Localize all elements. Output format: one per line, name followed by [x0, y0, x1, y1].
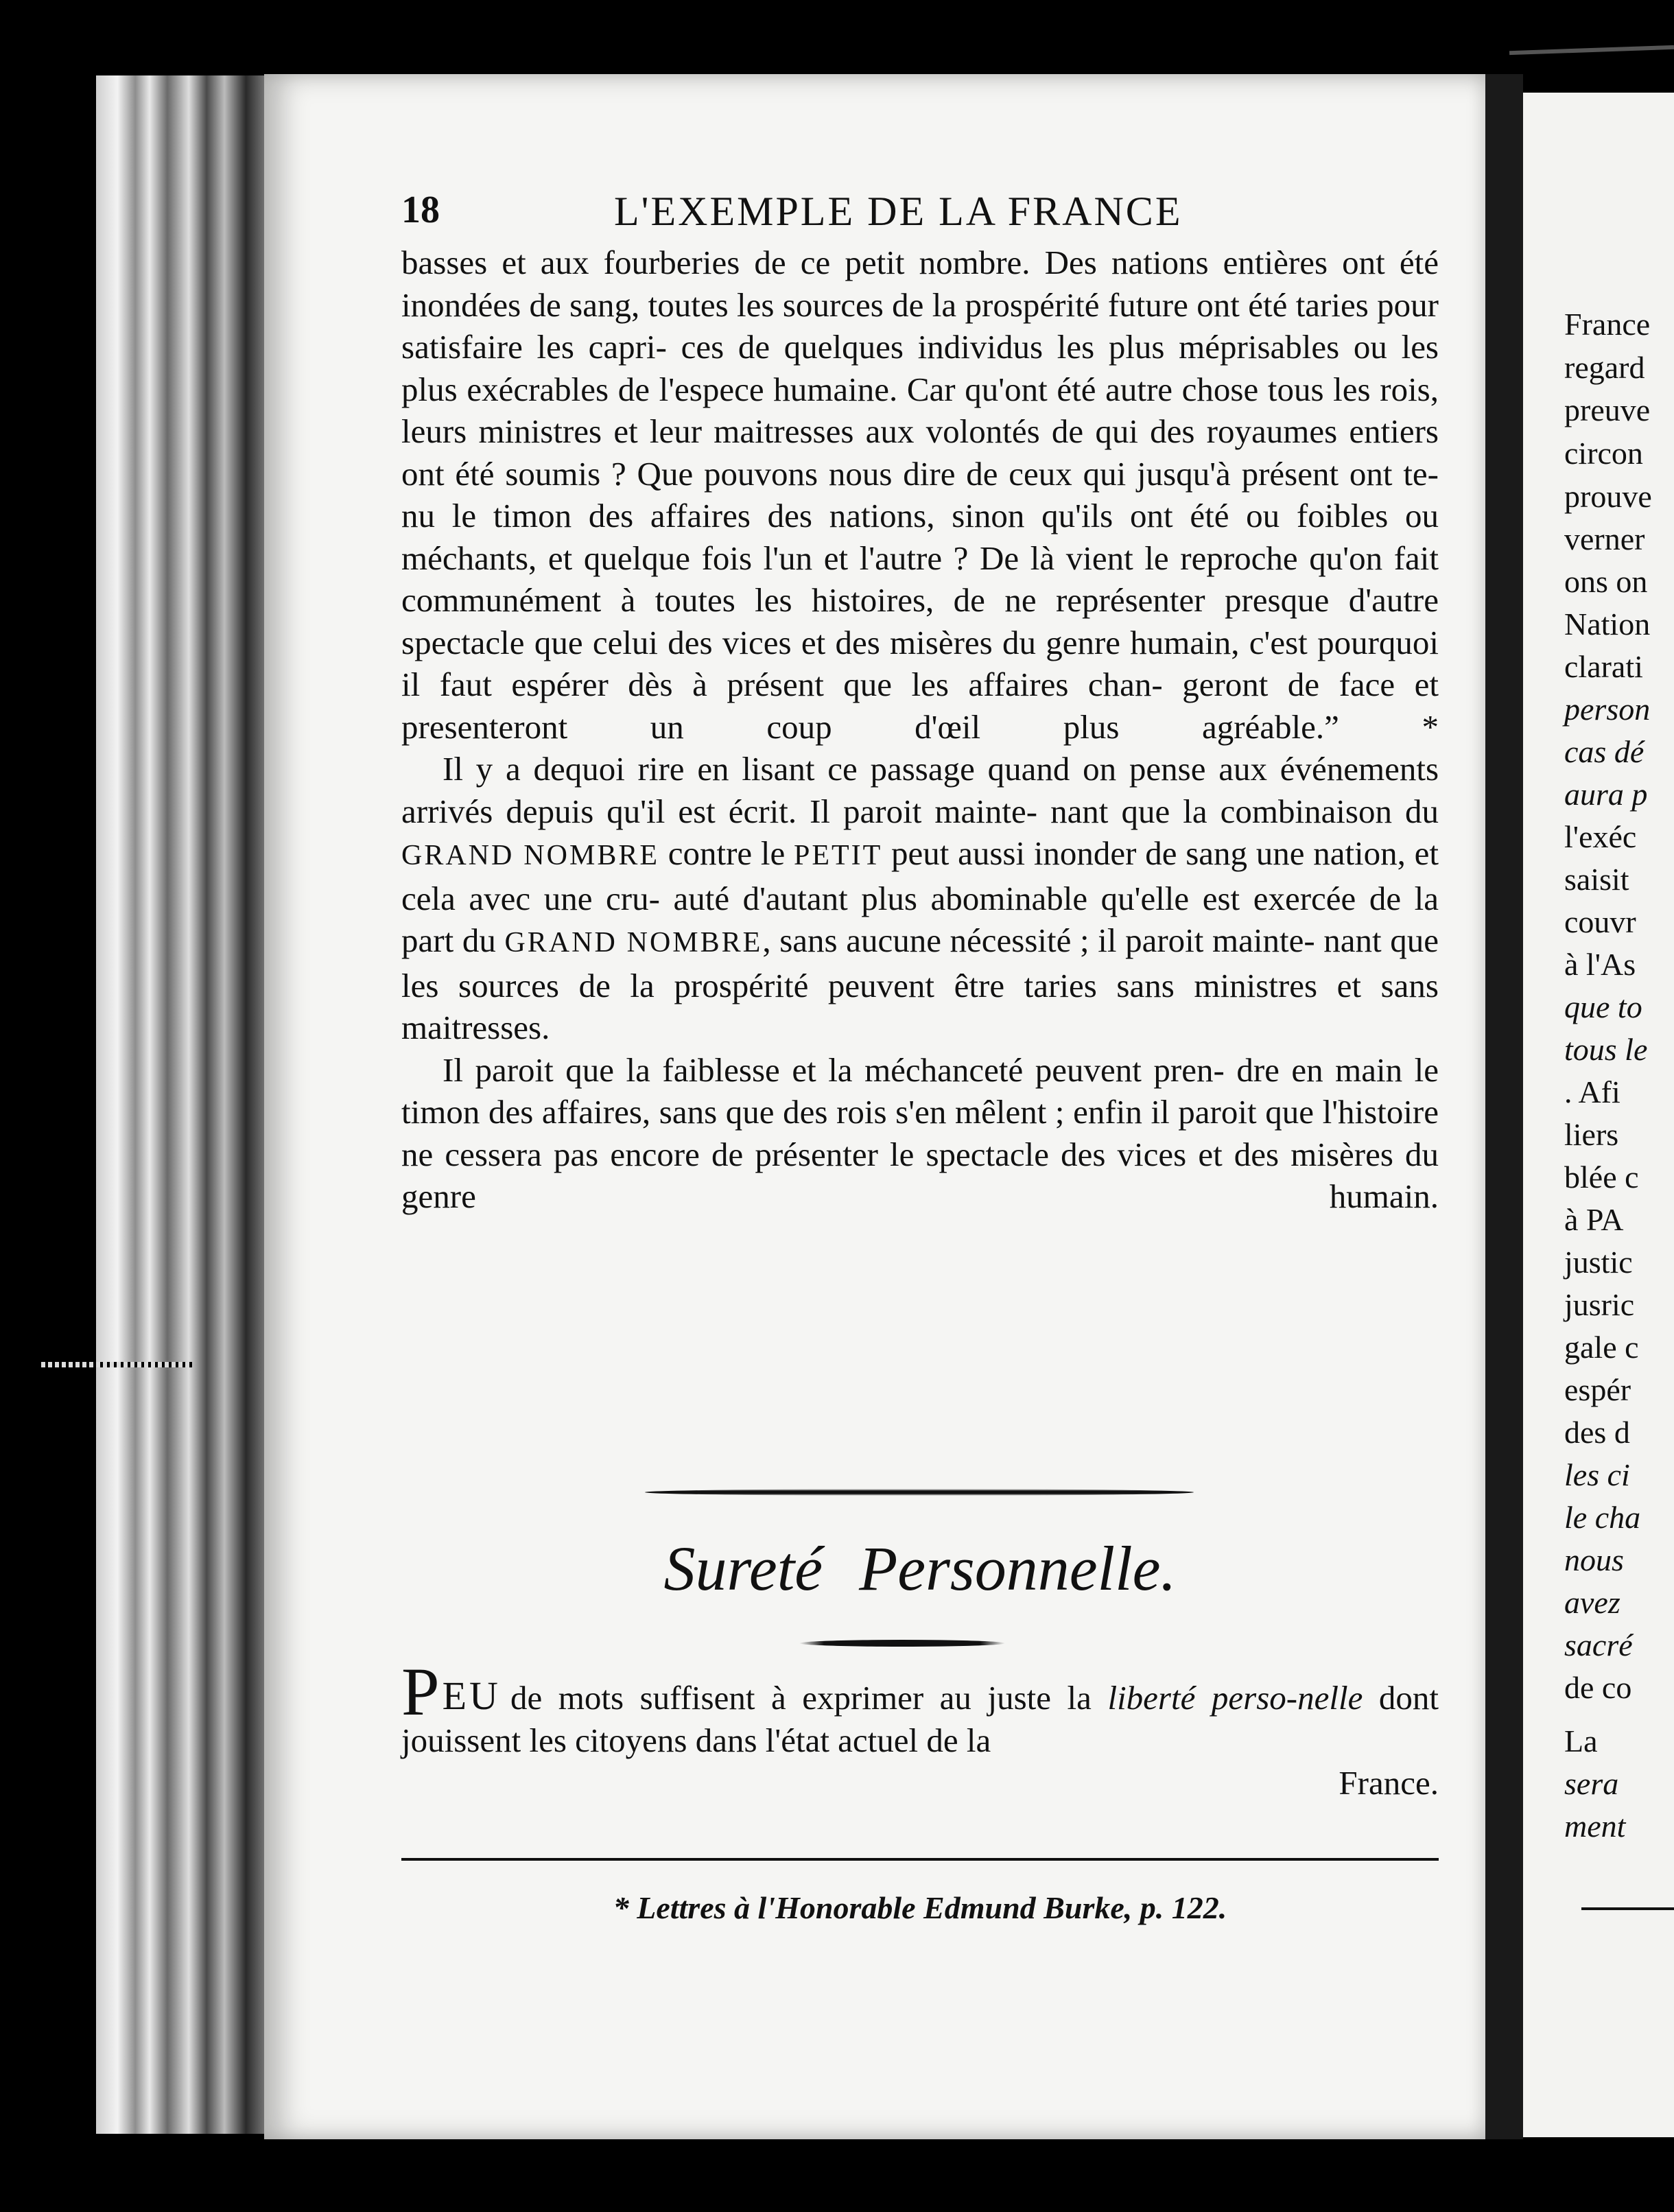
text-fragment: du	[462, 921, 505, 959]
intro-text: de mots suffisent à exprimer au juste la	[510, 1679, 1108, 1717]
facing-line: des d	[1564, 1415, 1630, 1450]
intro-italic-term: liberté perso-nelle	[1107, 1679, 1363, 1717]
facing-line: saisit	[1564, 862, 1629, 897]
facing-line: France	[1564, 307, 1651, 342]
facing-line: blée c	[1564, 1160, 1639, 1195]
body-text	[401, 242, 1439, 1218]
ornamental-rule	[645, 1489, 1194, 1496]
facing-line: person	[1564, 692, 1651, 727]
facing-line: les ci	[1564, 1457, 1630, 1492]
text-line: dre en main le timon des affaires, sans que des rois s'en	[401, 1050, 1439, 1131]
facing-line: à l'As	[1564, 947, 1636, 982]
book-gutter	[1485, 74, 1523, 2139]
text-line: humain.	[1329, 1177, 1439, 1215]
text-line: mêlent ; enfin il paroit que l'histoire ne cessera pas encore	[401, 1093, 1439, 1173]
text-line: peut aussi inonder de sang une nation, et cela avec une cru-	[401, 834, 1439, 917]
facing-line: justic	[1564, 1245, 1633, 1280]
page-header	[401, 191, 1252, 246]
facing-line: l'exéc	[1564, 819, 1637, 854]
running-title: L'EXEMPLE DE LA FRANCE	[614, 189, 1183, 234]
text-line: geront de face et presenteront un coup d'œil plus agréable.” *	[401, 666, 1439, 746]
text-line: nu le timon des affaires des nations, sinon qu'ils ont	[401, 497, 1173, 534]
section-title: Sureté Personnelle.	[663, 1533, 1177, 1603]
facing-line: circon	[1564, 436, 1643, 471]
facing-line: aura p	[1564, 777, 1648, 812]
facing-line: jusric	[1564, 1287, 1635, 1322]
facing-line: preuve	[1564, 392, 1651, 427]
facing-line: clarati	[1564, 649, 1643, 684]
text-line: pouvons nous dire de ceux qui jusqu'à présent ont te-	[704, 454, 1439, 493]
book-page-edges	[96, 75, 274, 2134]
text-line: nant que la combinaison du	[1050, 792, 1439, 830]
scan-artifact-mark	[41, 1362, 192, 1367]
facing-line: verner	[1564, 521, 1645, 556]
text-line: Il y a dequoi rire en lisant ce passage quand on pense aux	[443, 750, 1267, 788]
text-line: nant que les sources de la prospérité peuvent être taries sans	[401, 921, 1439, 1004]
initial-caps: EU	[442, 1673, 501, 1718]
facing-line: couvr	[1564, 904, 1636, 939]
facing-line: cas dé	[1564, 734, 1644, 769]
text-line: basses et aux fourberies de ce petit nombre. Des nations	[401, 244, 1209, 281]
text-line: Il paroit que la faiblesse et la méchanceté peuvent pren-	[443, 1050, 1225, 1089]
small-caps-term: GRAND NOMBRE	[504, 927, 763, 958]
footnote-rule	[401, 1858, 1439, 1861]
paragraph-1	[401, 242, 1439, 748]
text-line: exécrables de l'espece humaine. Car qu'ont été autre	[467, 370, 1173, 408]
text-line: entières ont été inondées de sang, toutes les sources de la	[401, 244, 1439, 324]
facing-rule	[1581, 1907, 1674, 1910]
section-intro	[401, 1654, 1439, 1804]
text-line: ministres et sans maitresses.	[401, 966, 1439, 1046]
intro-last-word: France.	[1339, 1764, 1439, 1802]
text-line: que celui des vices et des misères du genre humain, c'est	[534, 623, 1308, 661]
ornamental-rule-short	[799, 1640, 1005, 1647]
paragraph-3	[401, 1049, 1439, 1218]
facing-line: Nation	[1564, 607, 1651, 642]
text-fragment: contre le	[659, 834, 794, 872]
facing-line: que to	[1564, 989, 1642, 1024]
small-caps-term: PETIT	[793, 840, 883, 871]
facing-page	[1523, 93, 1674, 2137]
small-caps-term: GRAND NOMBRE	[401, 840, 659, 871]
facing-line: le cha	[1564, 1500, 1641, 1535]
page-number: 18	[401, 189, 440, 231]
facing-line: La	[1564, 1723, 1598, 1758]
intro-text: dont jouissent les citoyens dans l'état actuel de la	[401, 1679, 1439, 1759]
facing-line: gale c	[1564, 1330, 1639, 1365]
paragraph-2	[401, 748, 1439, 1049]
text-line: les histoires, de ne représenter presque d'autre spectacle	[401, 581, 1439, 661]
text-line: prospérité future ont été taries pour satisfaire les capri-	[401, 285, 1439, 366]
drop-cap: P	[401, 1654, 440, 1730]
facing-line: ment	[1564, 1809, 1626, 1844]
text-line: été ou foibles ou méchants, et quelque fois l'un et l'autre ?	[401, 497, 1439, 577]
facing-line: prouve	[1564, 479, 1652, 514]
text-fragment: , sans aucune nécessité ; il paroit mainte-	[762, 921, 1315, 959]
text-line: pourquoi il faut espérer dès à présent que les affaires chan-	[401, 623, 1439, 703]
text-line: volontés de qui des royaumes entiers ont été soumis ? Que	[401, 412, 1439, 493]
facing-line: de co	[1564, 1670, 1632, 1705]
facing-line: à PA	[1564, 1202, 1624, 1237]
facing-line: . Afi	[1564, 1074, 1620, 1109]
facing-line: ons on	[1564, 564, 1648, 599]
text-line: de présenter le spectacle des vices et des misères du genre	[401, 1135, 1439, 1215]
facing-line: liers	[1564, 1117, 1619, 1152]
text-line: auté d'autant plus abominable qu'elle est exercée de la part	[401, 879, 1439, 959]
facing-line: sera	[1564, 1766, 1619, 1801]
facing-line: espér	[1564, 1372, 1631, 1407]
facing-line: sacré	[1564, 1627, 1633, 1662]
footnote: * Lettres à l'Honorable Edmund Burke, p. 122.	[613, 1890, 1227, 1925]
facing-line: regard	[1564, 350, 1645, 385]
text-line: chose tous les rois, leurs ministres et leur maitresses aux	[401, 370, 1439, 450]
facing-line: tous le	[1564, 1032, 1648, 1067]
text-line: événements arrivés depuis qu'il est écrit. Il paroit mainte-	[401, 750, 1439, 830]
facing-line: nous	[1564, 1542, 1624, 1577]
text-line: De là vient le reproche qu'on fait communément à toutes	[401, 539, 1439, 619]
text-line: ces de quelques individus les plus méprisables ou les plus	[401, 328, 1439, 408]
facing-line: avez	[1564, 1585, 1620, 1620]
